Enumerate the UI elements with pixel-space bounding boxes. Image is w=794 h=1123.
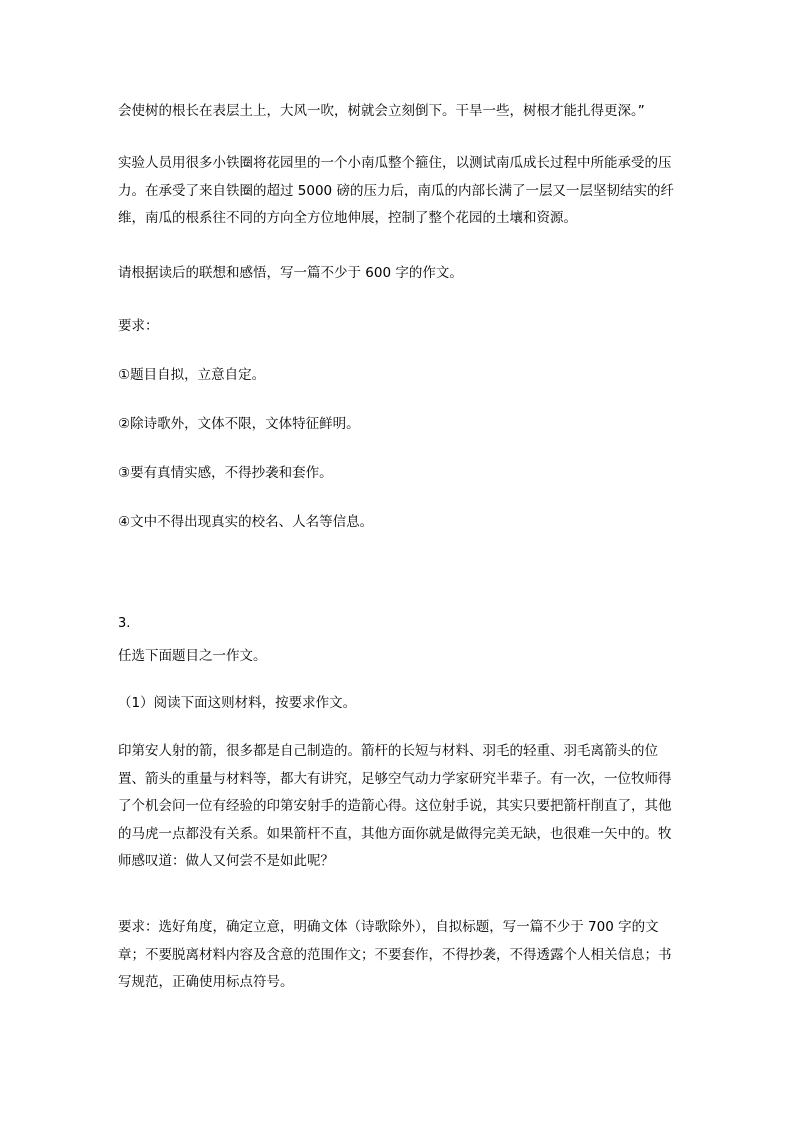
question-number: 3. bbox=[118, 616, 131, 631]
requirement-item-3: ③要有真情实感，不得抄袭和套作。 bbox=[118, 465, 333, 481]
requirement-item-4: ④文中不得出现真实的校名、人名等信息。 bbox=[118, 514, 374, 530]
paragraph-pumpkin-experiment: 实验人员用很多小铁圈将花园里的一个小南瓜整个箍住，以测试南瓜成长过程中所能承受的压力。在承受了来自铁圈的超过 5000 磅的压力后，南瓜的内部长满了一层又一层坚韧结实的纤维，南瓜的根系往不同的方向全方位地伸展，控制了整个花园的土壤和资源。 bbox=[118, 155, 674, 226]
requirement-item-2: ②除诗歌外，文体不限，文体特征鲜明。 bbox=[118, 416, 360, 432]
requirement-item-1: ①题目自拟，立意自定。 bbox=[118, 367, 266, 383]
question-intro: 任选下面题目之一作文。 bbox=[118, 648, 267, 664]
material-paragraph: 印第安人射的箭，很多都是自己制造的。箭杆的长短与材料、羽毛的轻重、羽毛离箭头的位置、箭头的重量与材料等，都大有讲究，足够空气动力学家研究半辈子。有一次，一位牧师得了个机会问一位有经验的印第安射手的造箭心得。这位射手说，其实只要把箭杆削直了，其他的马虎一点都没有关系。如果箭杆不直，其他方面你就是做得完美无缺，也很难一矢中的。牧师感叹道：做人又何尝不是如此呢？ bbox=[118, 743, 672, 869]
question-part-1: （1）阅读下面这则材料，按要求作文。 bbox=[118, 695, 357, 711]
requirements-heading: 要求： bbox=[118, 318, 159, 334]
paragraph-tree-roots: 会使树的根长在表层土上，大风一吹，树就会立刻倒下。干旱一些，树根才能扎得更深。” bbox=[118, 103, 645, 119]
paragraph-writing-prompt: 请根据读后的联想和感悟，写一篇不少于 600 字的作文。 bbox=[118, 265, 463, 281]
essay-requirements: 要求：选好角度，确定立意，明确文体（诗歌除外），自拟标题，写一篇不少于 700 字的文章；不要脱离材料内容及含意的范围作文；不要套作，不得抄袭，不得透露个人相关信息；书写规范，正确使用标点符号。 bbox=[118, 919, 672, 990]
